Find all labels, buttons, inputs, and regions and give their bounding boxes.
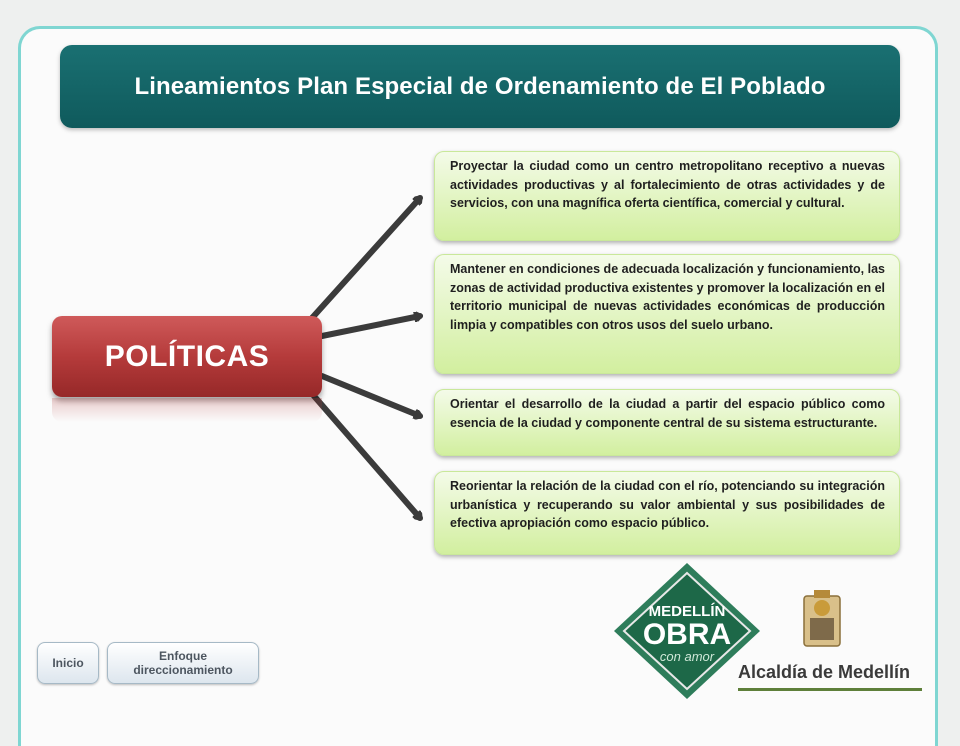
logo-underline (738, 688, 922, 691)
policy-box-3 (434, 389, 900, 456)
politicas-box (52, 316, 322, 397)
arrow-1 (312, 198, 420, 318)
policy-text-2: Mantener en condiciones de adecuada localización y funcionamiento, las zonas de actividad productiva existentes y promover la localización en el territorio municipal de nuevas actividades económicas de producción limpia y compatibles con otros usos del suelo urbano. (450, 262, 885, 332)
inicio-button-label: Inicio (52, 656, 84, 670)
logo-con-amor-text: con amor (659, 649, 715, 664)
arrow-4 (314, 396, 420, 518)
medellin-coat-of-arms-icon (796, 588, 848, 656)
inicio-button[interactable] (37, 642, 99, 684)
enfoque-button-label: Enfoque direccionamiento (133, 649, 233, 677)
politicas-reflection (52, 398, 322, 422)
policy-text-4: Reorientar la relación de la ciudad con el río, potenciando su integración urbanística y recuperando su valor ambiental y sus posibilidades de efectiva apropiación como espacio público. (450, 479, 885, 530)
arrow-3 (322, 376, 420, 416)
slide-title: Lineamientos Plan Especial de Ordenamiento de El Poblado (134, 72, 826, 100)
logo-obra-text: OBRA (642, 618, 732, 651)
policy-text-3: Orientar el desarrollo de la ciudad a partir del espacio público como esencia de la ciudad y componente central de su sistema estructurante. (450, 397, 885, 430)
policy-box-4 (434, 471, 900, 555)
arrow-2 (322, 316, 420, 336)
alcaldia-de-medellin-logo-text: Alcaldía de Medellín (738, 662, 911, 682)
policy-box-1 (434, 151, 900, 241)
enfoque-direccionamiento-button[interactable] (107, 642, 259, 684)
politicas-label: POLÍTICAS (104, 339, 270, 373)
policy-text-1: Proyectar la ciudad como un centro metropolitano receptivo a nuevas actividades productivas y al fortalecimiento de otras actividades y de servicios, con una magnífica oferta científica, comercial y cultural. (450, 159, 885, 210)
logo-medellin-text: MEDELLÍN (648, 603, 726, 620)
policy-box-2 (434, 254, 900, 374)
